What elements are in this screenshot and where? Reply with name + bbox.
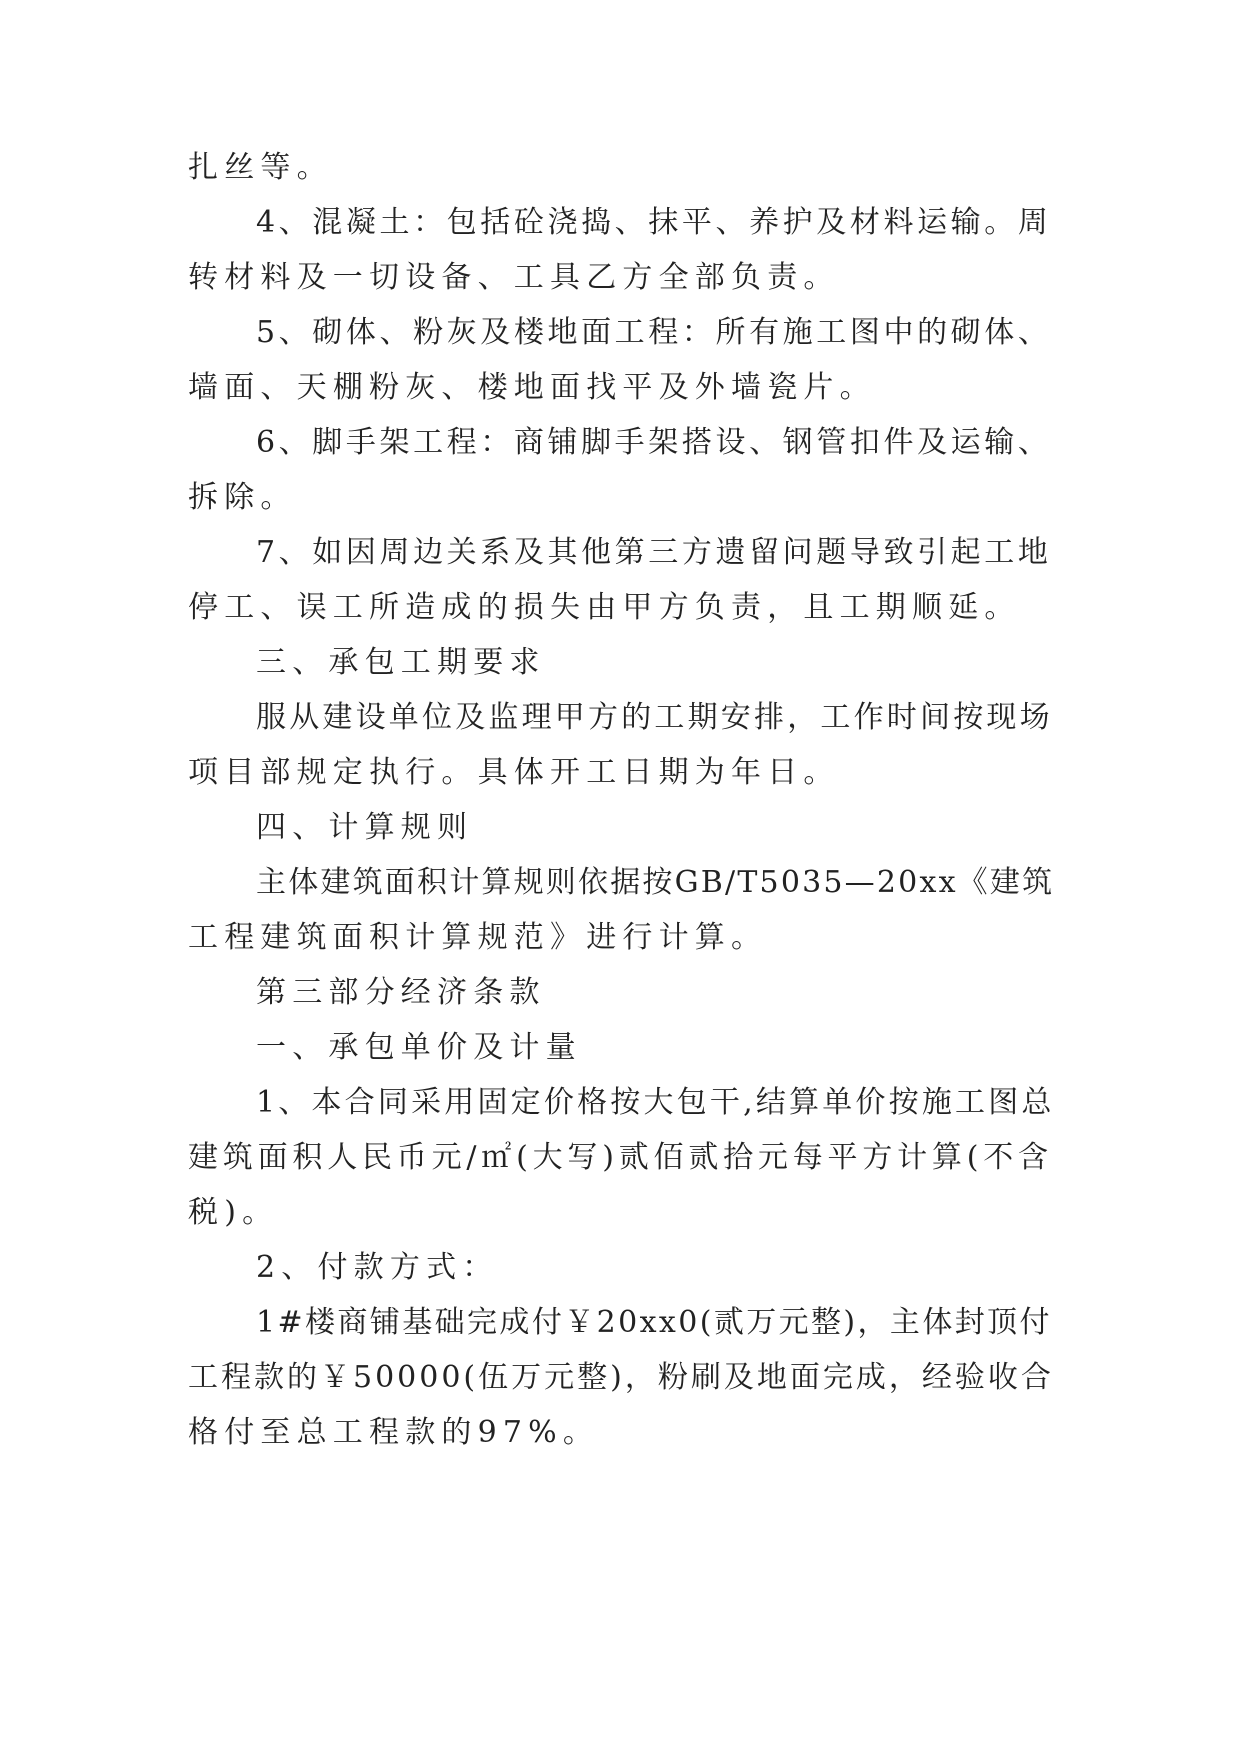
text-line: 7、如因周边关系及其他第三方遗留问题导致引起工地 — [256, 535, 1052, 570]
text-line: 墙面、天棚粉灰、楼地面找平及外墙瓷片。 — [188, 370, 876, 405]
section-heading: 三、承包工期要求 — [256, 645, 546, 680]
text-line: 1#楼商铺基础完成付￥20xx0(贰万元整)，主体封顶付 — [256, 1305, 1052, 1340]
text-line: 6、脚手架工程：商铺脚手架搭设、钢管扣件及运输、 — [256, 425, 1052, 460]
section-heading: 一、承包单价及计量 — [256, 1030, 582, 1065]
text-line: 5、砌体、粉灰及楼地面工程：所有施工图中的砌体、 — [256, 315, 1052, 350]
text-line: 停工、误工所造成的损失由甲方负责，且工期顺延。 — [188, 590, 1021, 625]
text-line: 工程款的￥50000(伍万元整)，粉刷及地面完成，经验收合 — [188, 1360, 1054, 1395]
text-line: 工程建筑面积计算规范》进行计算。 — [188, 920, 768, 955]
text-line: 扎丝等。 — [188, 150, 333, 185]
text-line: 项目部规定执行。具体开工日期为年日。 — [188, 755, 840, 790]
text-line: 2、付款方式： — [256, 1250, 499, 1285]
text-line: 服从建设单位及监理甲方的工期安排，工作时间按现场 — [256, 700, 1053, 735]
text-line: 税)。 — [188, 1195, 279, 1230]
text-line: 主体建筑面积计算规则依据按GB/T5035—20xx《建筑 — [256, 865, 1055, 900]
text-line: 格付至总工程款的97%。 — [188, 1415, 600, 1450]
section-heading: 四、计算规则 — [256, 810, 474, 845]
text-line: 转材料及一切设备、工具乙方全部负责。 — [188, 260, 840, 295]
text-line: 1、本合同采用固定价格按大包干,结算单价按施工图总 — [256, 1085, 1055, 1120]
text-line: 4、混凝土：包括砼浇捣、抹平、养护及材料运输。周 — [256, 205, 1052, 240]
part-heading: 第三部分经济条款 — [256, 975, 546, 1010]
text-line: 拆除。 — [188, 480, 297, 515]
text-line: 建筑面积人民币元/㎡(大写)贰佰贰拾元每平方计算(不含 — [188, 1140, 1053, 1175]
